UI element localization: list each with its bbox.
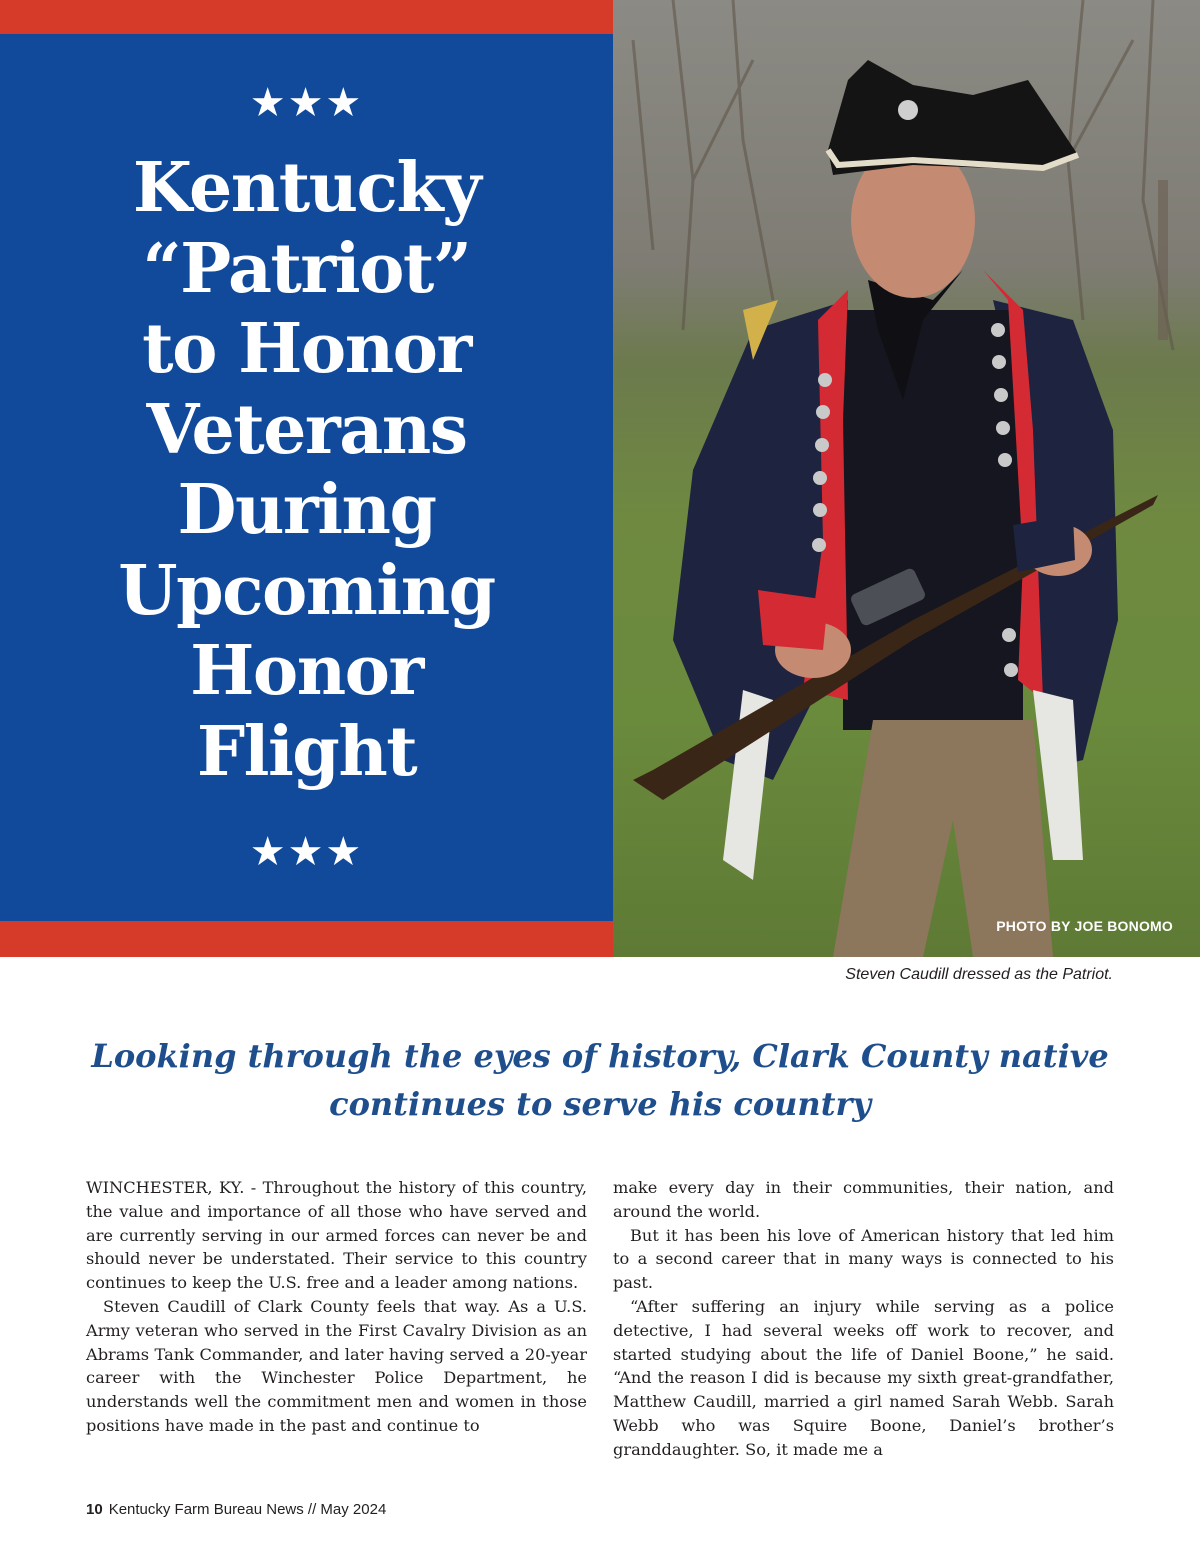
headline-line: Kentucky — [132, 148, 481, 228]
page-footer — [86, 1501, 386, 1518]
title-panel — [0, 0, 613, 957]
deck-line: continues to serve his country — [329, 1085, 871, 1123]
red-stripe-bottom — [0, 921, 613, 957]
article-paragraph: “After suffering an injury while serving as a police detective, I had several weeks off work to recover, and started studying about the life of Daniel Boone,” he said. “And the reason I did is because my sixth great-grandfather, Matthew Caudill, married a girl named Sarah Webb. Sarah Webb who was Squire Boone, Daniel’s brother’s granddaughter. So, it made me a — [613, 1296, 1114, 1459]
article-paragraph: But it has been his love of American history that led him to a second career that in many ways is connected to his past. — [613, 1225, 1114, 1293]
headline-line: to Honor — [142, 309, 471, 389]
publication-name: Kentucky Farm Bureau News // May 2024 — [108, 1501, 387, 1518]
headline — [0, 148, 613, 792]
headline-line: Upcoming — [118, 550, 495, 631]
article-paragraph: Steven Caudill of Clark County feels that way. As a U.S. Army veteran who served in the First Cavalry Division as an Abrams Tank Commander, and later having served a 20-year career with the Winchester Police Department, he understands well the commitment men and women in those positions have made in the past and continue to — [86, 1296, 587, 1435]
headline-line: Veterans — [146, 389, 467, 470]
headline-line: Honor — [190, 631, 423, 711]
stars-bottom: ★★★ — [249, 829, 364, 875]
patriot-photo — [613, 0, 1200, 957]
article-paragraph: WINCHESTER, KY. - Throughout the history of this country, the value and importance of all those who have served and are currently serving in our armed forces can never be and should never be understated. Their service to this country continues to keep the U.S. free and a leader among nations. — [86, 1178, 587, 1293]
photo-credit: PHOTO BY JOE BONOMO — [996, 918, 1173, 934]
deck-line: Looking through the eyes of history, Clark County native — [91, 1037, 1109, 1075]
article-paragraph: make every day in their communities, their nation, and around the world. — [613, 1178, 1114, 1221]
article-column-right — [613, 1176, 1114, 1462]
patriot-figure-illustration — [613, 0, 1200, 957]
article-column-left — [86, 1176, 587, 1438]
red-stripe-top — [0, 0, 613, 34]
headline-line: During — [177, 470, 436, 550]
page-number: 10 — [86, 1501, 103, 1518]
headline-line: Flight — [196, 711, 417, 792]
stars-top: ★★★ — [249, 80, 364, 126]
photo-caption: Steven Caudill dressed as the Patriot. — [845, 966, 1113, 983]
deck-subtitle — [60, 1032, 1140, 1128]
headline-line: “Patriot” — [142, 228, 471, 309]
